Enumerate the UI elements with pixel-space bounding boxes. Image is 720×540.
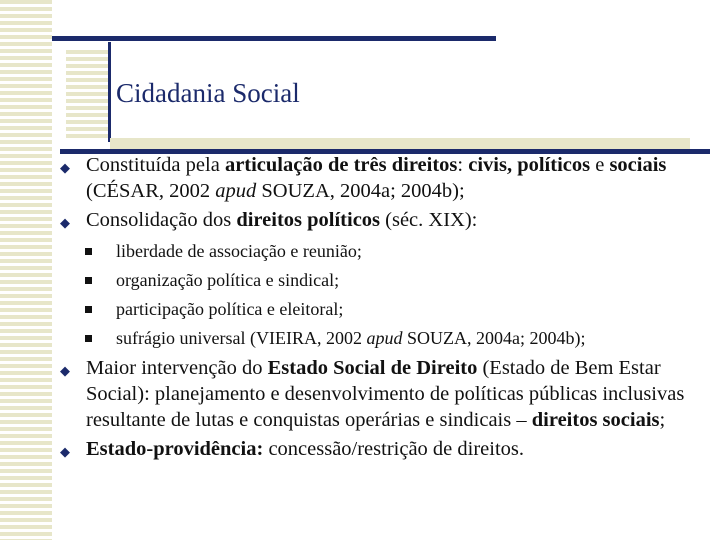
bullet-item <box>58 355 708 433</box>
sub-bullet-item <box>58 237 708 266</box>
title-decorative-box <box>66 50 110 138</box>
title-vertical-rule <box>108 42 111 142</box>
bullet-text <box>86 357 684 431</box>
text-run: (CÉSAR, 2002 <box>86 180 216 202</box>
bullet-item <box>58 207 708 233</box>
text-run: participação política e eleitoral; <box>116 299 344 319</box>
bullet-item <box>58 436 708 462</box>
title-bottom-band <box>110 138 690 149</box>
square-bullet-icon <box>85 248 92 255</box>
square-bullet-icon <box>85 306 92 313</box>
bullet-item <box>58 152 708 204</box>
diamond-bullet-icon: ◆ <box>60 160 70 175</box>
text-run: direitos sociais <box>531 409 660 431</box>
text-run: liberdade de associação e reunião; <box>116 241 362 261</box>
text-run: SOUZA, 2004a; 2004b); <box>402 328 586 348</box>
slide-title: Cidadania Social <box>116 78 300 108</box>
decorative-left-stripe <box>0 0 52 540</box>
text-run: (Estado de Bem Estar Social): planejamento e desenvolvimento de políticas públicas inclusivas resultante de lutas e conquistas operárias e sindicais – <box>86 357 685 431</box>
text-run: civis, políticos <box>468 154 591 176</box>
text-run: organização política e sindical; <box>116 270 340 290</box>
sub-bullet-item <box>58 295 708 324</box>
text-run: SOUZA, 2004a; 2004b); <box>256 180 465 202</box>
diamond-bullet-icon: ◆ <box>60 215 70 230</box>
text-run: concessão/restrição de direitos. <box>263 438 525 460</box>
text-run: : <box>457 154 469 176</box>
text-run: e <box>590 154 610 176</box>
slide-body <box>58 152 708 465</box>
text-run: Constituída pela <box>86 154 225 176</box>
text-run: (séc. XIX): <box>380 209 478 231</box>
diamond-bullet-icon: ◆ <box>60 444 70 459</box>
text-run: articulação de três direitos <box>224 154 458 176</box>
bullet-text <box>86 209 477 231</box>
sub-bullet-item <box>58 324 708 353</box>
text-run: Maior intervenção do <box>86 357 268 379</box>
text-run: sufrágio universal (VIEIRA, 2002 <box>116 328 367 348</box>
square-bullet-icon <box>85 335 92 342</box>
sub-bullet-item <box>58 266 708 295</box>
text-run: direitos políticos <box>236 209 381 231</box>
square-bullet-icon <box>85 277 92 284</box>
text-run: apud <box>366 328 403 348</box>
text-run: Estado-providência: <box>86 438 264 460</box>
text-run: ; <box>659 409 666 431</box>
bullet-text <box>86 438 524 460</box>
bullet-text <box>86 154 666 202</box>
diamond-bullet-icon: ◆ <box>60 363 70 378</box>
sub-bullet-list <box>58 237 708 353</box>
text-run: sociais <box>609 154 667 176</box>
text-run: apud <box>215 180 257 202</box>
title-top-rule <box>52 36 496 41</box>
text-run: Consolidação dos <box>86 209 237 231</box>
text-run: Estado Social de Direito <box>267 357 478 379</box>
